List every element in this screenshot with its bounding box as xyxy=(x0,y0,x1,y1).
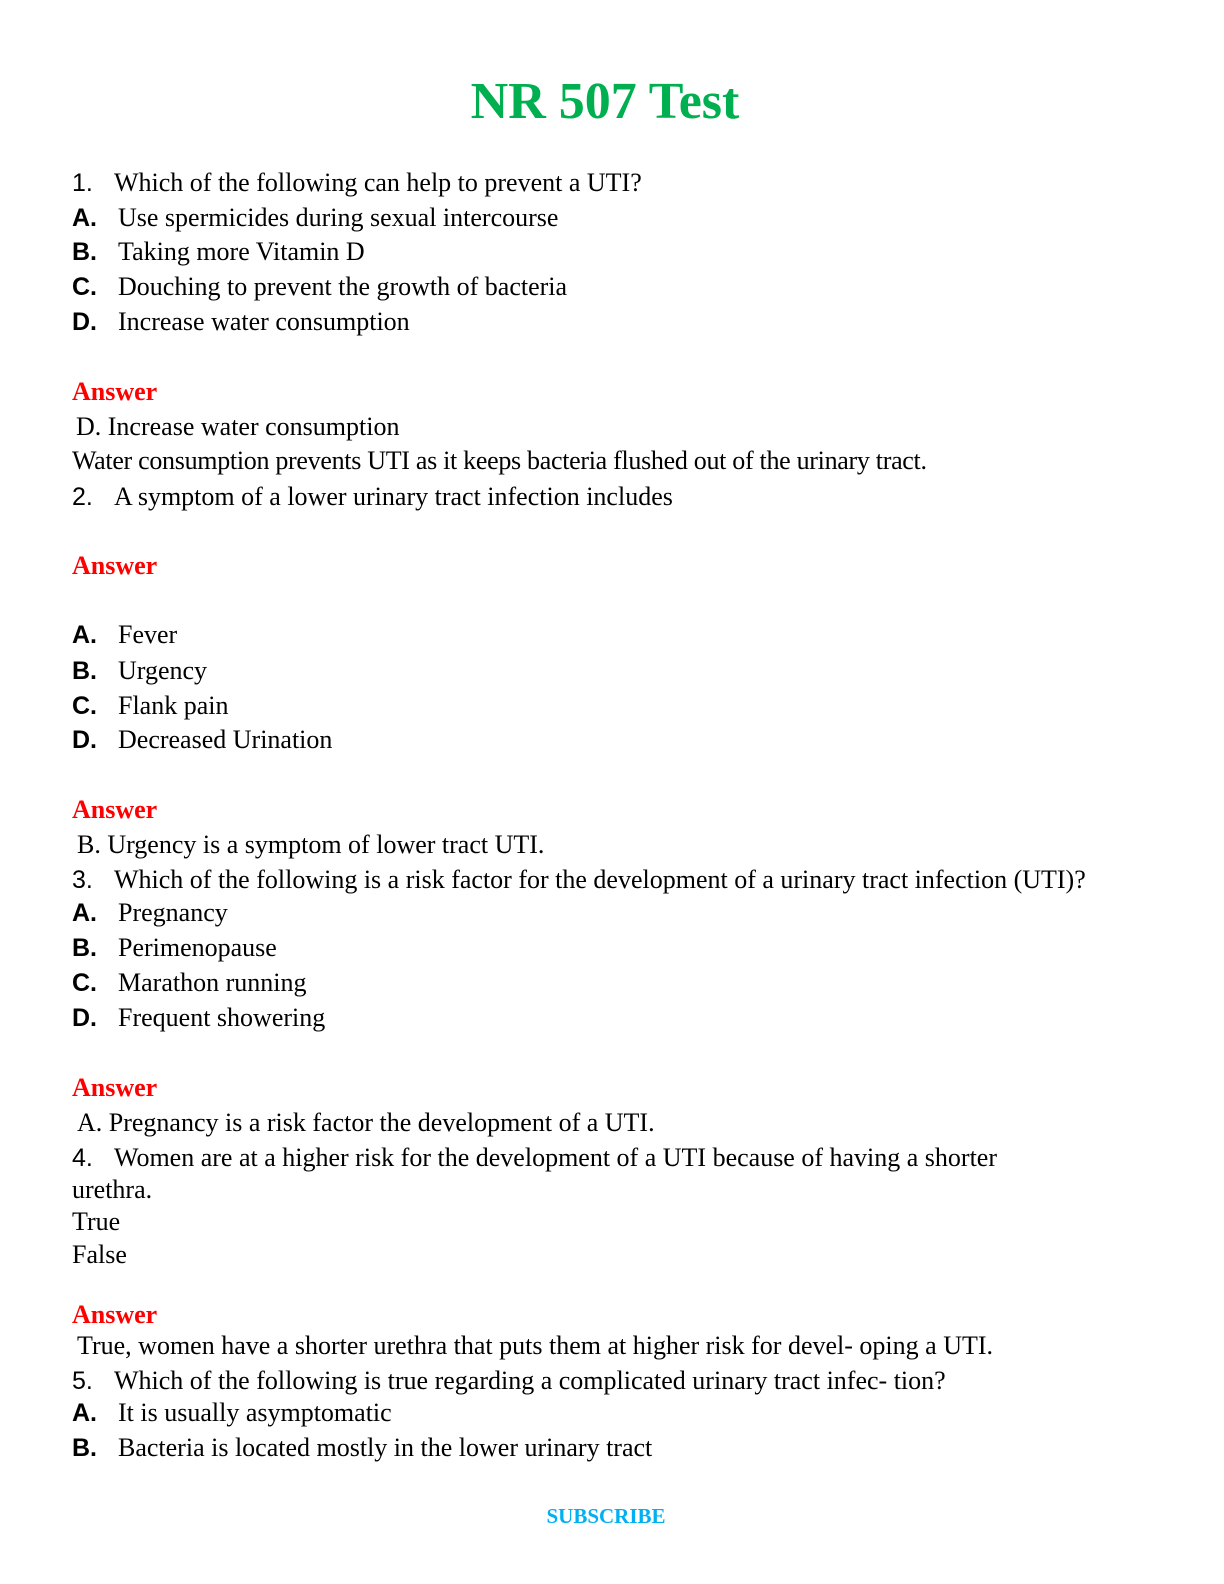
option-text: Bacteria is located mostly in the lower urinary tract xyxy=(118,1433,653,1462)
option-letter: A. xyxy=(72,1399,97,1427)
answer-heading: Answer xyxy=(72,377,158,406)
option-letter: A. xyxy=(72,621,97,649)
option-a xyxy=(72,1397,392,1429)
answer-heading: Answer xyxy=(72,551,158,580)
option-text: Flank pain xyxy=(118,691,229,720)
question-text: Which of the following is a risk factor for the development of a urinary tract infection (UTI)? xyxy=(114,865,1086,894)
question-text: Which of the following can help to prevent a UTI? xyxy=(114,168,642,197)
option-c xyxy=(72,967,306,999)
option-letter: D. xyxy=(72,726,97,754)
option-text: Decreased Urination xyxy=(118,725,333,754)
question-number: 4. xyxy=(72,1144,93,1172)
question-number: 3. xyxy=(72,866,93,894)
option-a xyxy=(72,897,228,929)
option-d xyxy=(72,1002,325,1034)
answer-text: D. Increase water consumption xyxy=(76,412,400,441)
option-d xyxy=(72,724,332,756)
option-letter: A. xyxy=(72,899,97,927)
option-c xyxy=(72,271,567,303)
option-text: Douching to prevent the growth of bacteria xyxy=(118,272,568,301)
option-text: Urgency xyxy=(118,656,208,685)
answer-heading: Answer xyxy=(72,1300,158,1329)
question-text-continued: urethra. xyxy=(72,1175,153,1204)
option-c xyxy=(72,690,229,722)
option-letter: B. xyxy=(72,657,97,685)
question-number: 5. xyxy=(72,1367,93,1395)
option-letter: B. xyxy=(72,934,97,962)
option-letter: D. xyxy=(72,1004,97,1032)
option-text: Increase water consumption xyxy=(118,307,410,336)
option-letter: C. xyxy=(72,969,97,997)
option-letter: B. xyxy=(72,238,97,266)
option-false: False xyxy=(72,1240,127,1269)
explanation-text: Water consumption prevents UTI as it keeps bacteria flushed out of the urinary tract. xyxy=(72,446,927,475)
option-letter: A. xyxy=(72,204,97,232)
option-text: Fever xyxy=(118,620,178,649)
option-b xyxy=(72,932,277,964)
question-4 xyxy=(72,1142,997,1174)
answer-text: B. Urgency is a symptom of lower tract UTI. xyxy=(77,830,545,859)
answer-text: A. Pregnancy is a risk factor the development of a UTI. xyxy=(77,1108,655,1137)
option-a xyxy=(72,202,558,234)
question-number: 1. xyxy=(72,169,93,197)
page-title: NR 507 Test xyxy=(470,73,740,130)
question-text: A symptom of a lower urinary tract infection includes xyxy=(114,482,673,511)
option-letter: C. xyxy=(72,692,97,720)
answer-heading: Answer xyxy=(72,1073,158,1102)
option-text: Marathon running xyxy=(118,968,307,997)
option-text: Taking more Vitamin D xyxy=(118,237,365,266)
answer-heading: Answer xyxy=(72,795,158,824)
option-d xyxy=(72,306,410,338)
option-text: It is usually asymptomatic xyxy=(118,1398,392,1427)
question-2 xyxy=(72,481,673,513)
answer-text: True, women have a shorter urethra that puts them at higher risk for devel- oping a UTI. xyxy=(77,1331,994,1360)
option-true: True xyxy=(72,1207,121,1236)
option-b xyxy=(72,236,365,268)
option-b xyxy=(72,655,207,687)
option-text: Use spermicides during sexual intercourse xyxy=(118,203,559,232)
subscribe-link[interactable]: SUBSCRIBE xyxy=(546,1504,666,1528)
option-text: Perimenopause xyxy=(118,933,277,962)
option-b xyxy=(72,1432,652,1464)
question-number: 2. xyxy=(72,483,93,511)
question-text: Which of the following is true regarding a complicated urinary tract infec- tion? xyxy=(114,1366,946,1395)
question-5 xyxy=(72,1365,946,1397)
question-3 xyxy=(72,864,1086,896)
option-a xyxy=(72,619,177,651)
option-text: Frequent showering xyxy=(118,1003,326,1032)
question-text: Women are at a higher risk for the development of a UTI because of having a shorter xyxy=(114,1143,998,1172)
option-text: Pregnancy xyxy=(118,898,228,927)
option-letter: D. xyxy=(72,308,97,336)
question-1 xyxy=(72,167,642,199)
option-letter: C. xyxy=(72,273,97,301)
option-letter: B. xyxy=(72,1434,97,1462)
